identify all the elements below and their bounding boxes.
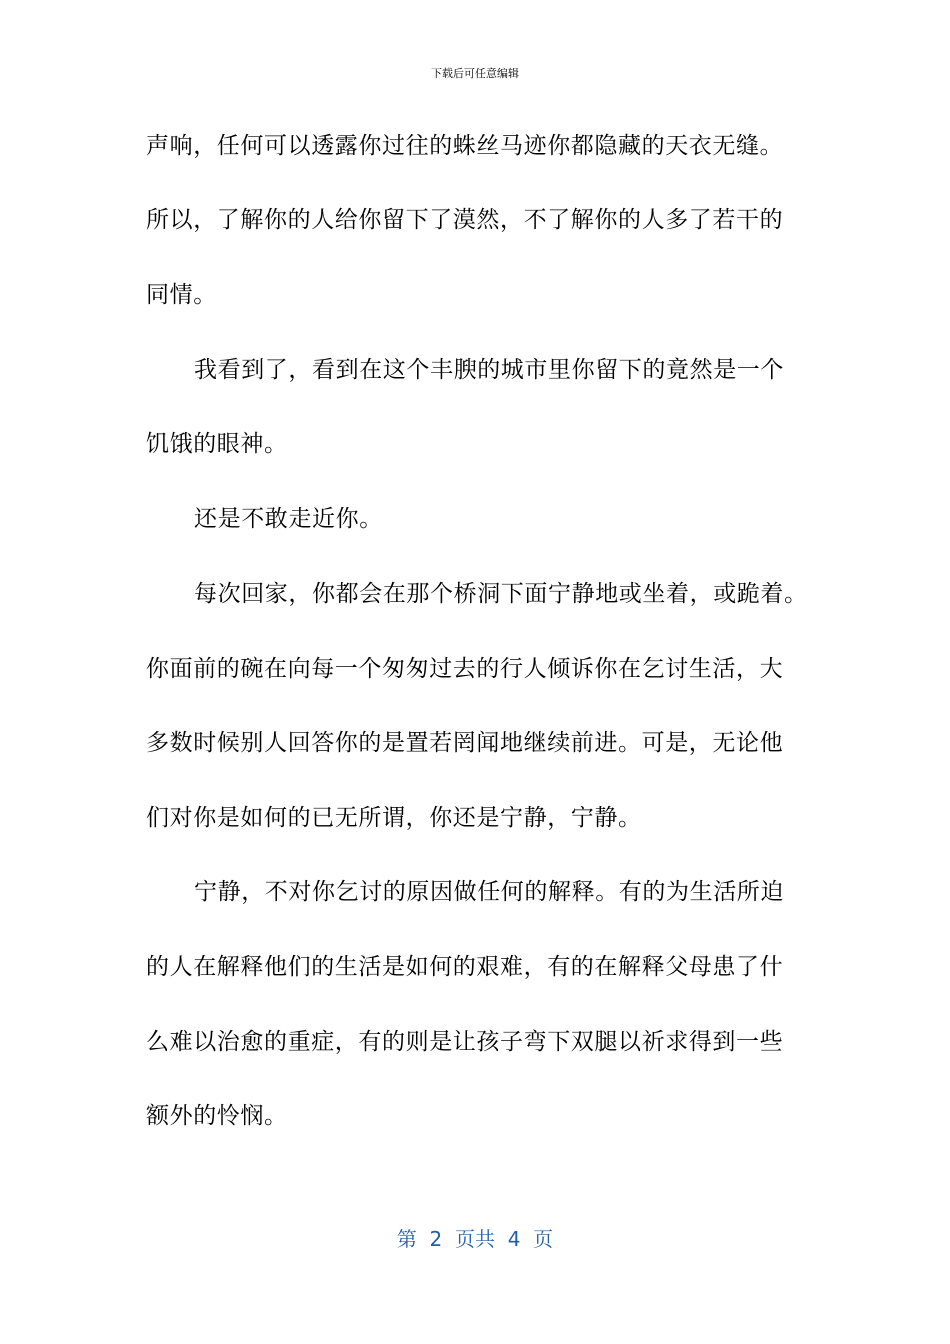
text-line: 么难以治愈的重症，有的则是让孩子弯下双腿以祈求得到一些 (146, 1029, 784, 1055)
page-number-footer: 第 2 页共 4 页 (396, 1227, 554, 1251)
text-line: 饥饿的眼神。 (146, 431, 288, 457)
text-line: 还是不敢走近你。 (194, 506, 383, 532)
text-line: 你面前的碗在向每一个匆匆过去的行人倾诉你在乞讨生活，大 (146, 656, 784, 682)
text-line: 同情。 (146, 282, 217, 308)
text-line: 每次回家，你都会在那个桥洞下面宁静地或坐着，或跪着。 (194, 581, 808, 607)
text-line: 我看到了，看到在这个丰腴的城市里你留下的竟然是一个 (194, 357, 784, 383)
text-line: 声响，任何可以透露你过往的蛛丝马迹你都隐藏的天衣无缝。 (146, 133, 784, 159)
text-line: 所以，了解你的人给你留下了漠然，不了解你的人多了若干的 (146, 207, 784, 233)
text-line: 们对你是如何的已无所谓，你还是宁静，宁静。 (146, 805, 642, 831)
page-header: 下载后可任意编辑 (431, 67, 519, 80)
text-line: 宁静，不对你乞讨的原因做任何的解释。有的为生活所迫 (194, 879, 784, 905)
text-line: 多数时候别人回答你的是置若罔闻地继续前进。可是，无论他 (146, 730, 784, 756)
text-line: 额外的怜悯。 (146, 1103, 288, 1129)
text-line: 的人在解释他们的生活是如何的艰难，有的在解释父母患了什 (146, 954, 784, 980)
